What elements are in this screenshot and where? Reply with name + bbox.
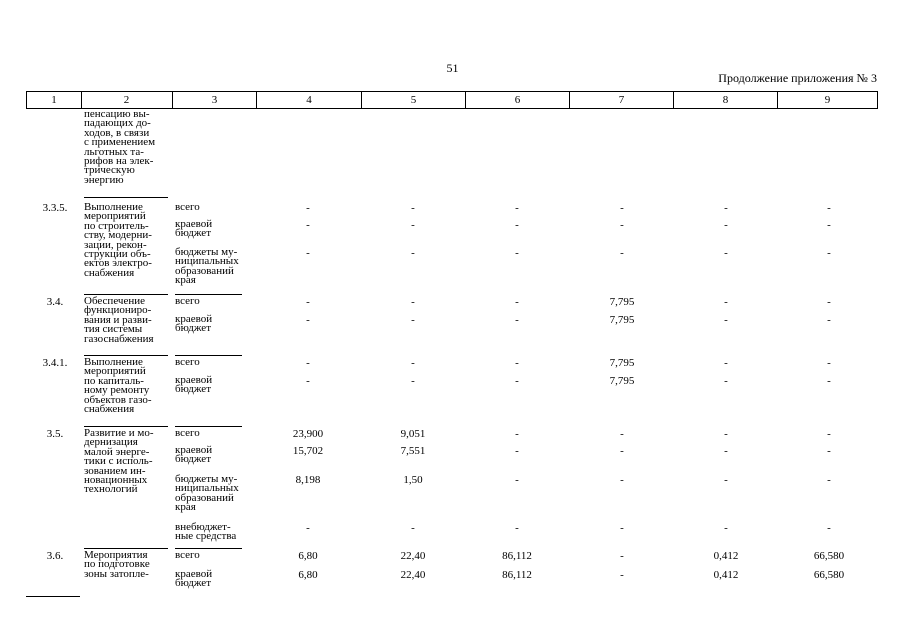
funding-source-line: ниципальных [175,255,239,268]
row-name-line: тия системы [84,323,143,336]
funding-source [175,570,257,589]
cell-value: 7,795 [609,357,635,369]
cell-value: 0,412 [713,569,739,581]
cell-value: - [306,357,310,369]
cell-value: - [724,202,728,214]
cell-value: 7,551 [400,445,426,457]
page-number: 51 [446,61,459,75]
funding-source-line: краевой [175,374,213,386]
cell-value: - [411,296,415,308]
cell-value: - [515,445,519,457]
row-name-line: тики с исполь- [84,455,153,468]
funding-source [175,376,257,395]
cell-value: - [515,247,519,259]
row-name [84,551,176,579]
row-name-line: Развитие и мо- [84,427,154,439]
cell-value: - [724,445,728,457]
cell-value: - [724,314,728,326]
cell-value: 7,795 [609,296,635,308]
row-number: 3.4.1. [42,357,68,369]
row-number: 3.4. [46,296,64,308]
cell-value: 86,112 [502,569,532,581]
col-header-1: 1 [26,92,82,108]
carryover-name-line: трическую [84,164,135,177]
funding-source-line: бюджеты му- [175,246,238,258]
row-name-line: по капиталь- [84,374,144,387]
funding-source-line: бюджет [175,383,211,396]
cell-value: - [827,314,831,326]
carryover-name-line: пенсацию вы- [84,108,150,120]
funding-source-line: всего [175,356,200,368]
cell-value: - [724,522,728,534]
row-name-line: ектов электро- [84,257,152,270]
cell-value: - [620,202,624,214]
cell-value: - [620,445,624,457]
cell-value: - [724,375,728,387]
row-name-line: Обеспечение [84,295,145,307]
funding-source-line: всего [175,427,200,439]
cell-value: - [515,314,519,326]
carryover-name-line: энергию [84,173,124,186]
cell-value: 7,795 [609,375,635,387]
cell-value: - [515,474,519,486]
cell-value: - [724,474,728,486]
cell-value: 8,198 [295,474,321,486]
cell-value: - [827,474,831,486]
row-name-line: вания и разви- [84,313,152,326]
row-name [84,203,176,278]
col-header-4: 4 [257,92,362,108]
cell-value: - [306,296,310,308]
funding-source-line: ниципальных [175,482,239,495]
funding-source [175,475,257,513]
funding-source-line: всего [175,295,200,307]
cell-value: 86,112 [502,550,532,562]
funding-source-line: ные средства [175,530,237,543]
cell-value: - [724,296,728,308]
row-name-line: дернизация [84,436,138,449]
cell-value: - [724,247,728,259]
funding-source-line: края [175,274,196,287]
row-name-line: объектов газо- [84,393,152,406]
row-name-line: газоснабжения [84,332,154,345]
row-name-line: снабжения [84,266,135,279]
funding-source-line: бюджет [175,453,211,466]
cell-value: 15,702 [292,445,324,457]
row-name-line: струкции объ- [84,248,151,261]
funding-source-line: краевой [175,568,213,580]
cell-value: - [515,202,519,214]
cell-value: - [411,202,415,214]
cell-value: - [827,522,831,534]
cell-value: 7,795 [609,314,635,326]
row-number: 3.5. [46,428,64,440]
row-name-line: по подготовке [84,558,150,571]
row-name-line: функциониро- [84,304,152,317]
row-name-line: ному ремонту [84,384,150,397]
funding-source [175,551,257,560]
funding-source-line: бюджет [175,577,211,590]
cell-value: - [827,247,831,259]
carryover-name [84,110,176,185]
cell-value: - [724,357,728,369]
row-name-line: зации, рекон- [84,238,147,251]
carryover-name-line: с применением [84,136,156,149]
row-name-line: зованием ин- [84,464,146,477]
funding-source-line: всего [175,201,200,213]
cell-value: 23,900 [292,428,324,440]
cell-value: 66,580 [813,550,845,562]
cell-value: - [827,296,831,308]
cell-value: 1,50 [403,474,423,486]
cell-value: - [620,569,624,581]
cell-value: - [620,219,624,231]
row-number: 3.3.5. [42,202,68,214]
cell-value: - [827,219,831,231]
carryover-name-line: льготных та- [84,145,144,158]
funding-source-line: края [175,501,196,514]
funding-source [175,358,257,367]
row-name-line: ству, модерни- [84,229,152,242]
funding-source-line: бюджет [175,322,211,335]
cell-value: - [724,219,728,231]
cell-value: 6,80 [298,550,318,562]
cell-value: - [827,375,831,387]
cell-value: - [306,375,310,387]
cell-value: 0,412 [713,550,739,562]
funding-source-line: образований [175,264,234,277]
carryover-name-line: падающих до- [84,117,151,130]
col-header-7: 7 [570,92,674,108]
cell-value: - [306,247,310,259]
cell-value: - [515,375,519,387]
cell-value: - [620,522,624,534]
col-header-8: 8 [674,92,778,108]
funding-source [175,523,257,542]
funding-source-line: краевой [175,313,213,325]
cell-value: - [306,314,310,326]
cell-value: - [827,202,831,214]
row-name-line: технологий [84,483,138,496]
cell-value: - [306,522,310,534]
funding-source-line: образований [175,491,234,504]
funding-source-line: краевой [175,444,213,456]
funding-source [175,248,257,286]
row-name-line: Выполнение [84,201,143,213]
row-name-line: снабжения [84,403,135,416]
cell-value: 66,580 [813,569,845,581]
row-name-line: мероприятий [84,365,146,378]
funding-source [175,297,257,306]
row-name [84,297,176,344]
cell-value: - [724,428,728,440]
row-separator [84,197,168,198]
cell-value: - [411,314,415,326]
cell-value: - [620,474,624,486]
funding-source-line: внебюджет- [175,521,231,533]
col-header-6: 6 [466,92,570,108]
row-name [84,429,176,495]
cell-value: - [411,357,415,369]
row-name-line: мероприятий [84,210,146,223]
row-name-line: малой энерге- [84,445,150,458]
row-name-line: по строитель- [84,219,149,232]
cell-value: - [620,550,624,562]
cell-value: - [306,219,310,231]
cell-value: - [411,247,415,259]
cell-value: - [411,522,415,534]
cell-value: - [827,357,831,369]
row-name-line: новационных [84,474,148,487]
cell-value: - [515,296,519,308]
cell-value: - [515,219,519,231]
row-number: 3.6. [46,550,64,562]
cell-value: - [827,445,831,457]
row-name-line: Выполнение [84,356,143,368]
cell-value: - [411,219,415,231]
cell-value: - [515,522,519,534]
cell-value: - [620,247,624,259]
row-name-line: зоны затопле- [84,567,149,580]
funding-source-line: бюджет [175,227,211,240]
carryover-name-line: ходов, в связи [84,126,150,139]
row-name [84,358,176,414]
cell-value: 22,40 [400,569,426,581]
footnote-rule [26,596,80,597]
col-header-5: 5 [362,92,466,108]
continuation-note: Продолжение приложения № 3 [718,71,877,85]
cell-value: - [515,428,519,440]
funding-source-line: всего [175,549,200,561]
cell-value: - [827,428,831,440]
cell-value: 6,80 [298,569,318,581]
row-name-line: Мероприятия [84,549,148,561]
funding-source [175,220,257,239]
col-header-2: 2 [81,92,173,108]
col-header-3: 3 [173,92,257,108]
funding-source-line: краевой [175,218,213,230]
funding-source [175,429,257,438]
cell-value: - [620,428,624,440]
cell-value: - [306,202,310,214]
carryover-name-line: рифов на элек- [84,155,154,168]
cell-value: - [411,375,415,387]
funding-source [175,446,257,465]
cell-value: 22,40 [400,550,426,562]
table-header [26,91,878,109]
funding-source [175,203,257,212]
funding-source [175,315,257,334]
col-header-9: 9 [778,92,878,108]
cell-value: 9,051 [400,428,426,440]
cell-value: - [515,357,519,369]
funding-source-line: бюджеты му- [175,473,238,485]
